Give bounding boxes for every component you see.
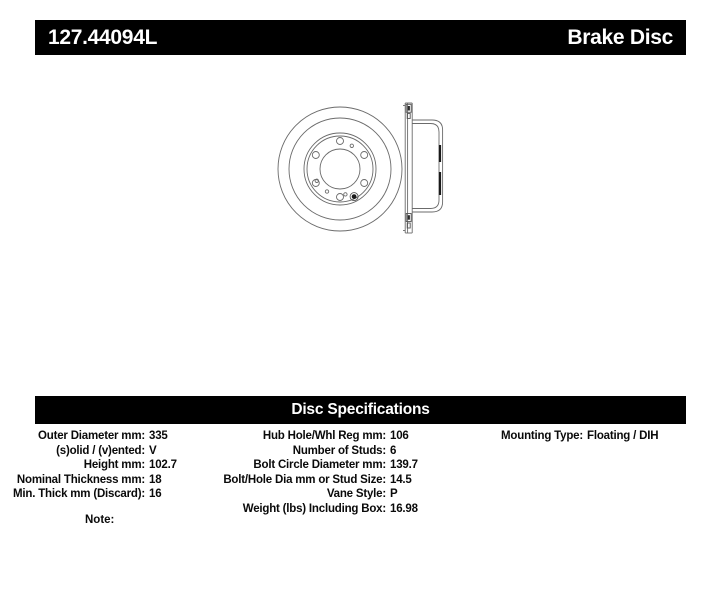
spec-column-middle [190, 429, 418, 516]
spec-row-bolt-circle-diameter [190, 458, 418, 473]
spec-label: Outer Diameter mm: [38, 430, 145, 442]
spec-label: Min. Thick mm (Discard): [13, 488, 145, 500]
spec-value: 16 [149, 488, 162, 500]
technical-drawing [270, 92, 455, 242]
spec-label: Bolt Circle Diameter mm: [253, 459, 386, 471]
spec-label: Height mm: [83, 459, 145, 471]
spec-label: Vane Style: [326, 488, 386, 500]
spec-row-height [0, 458, 177, 473]
spec-label: Hub Hole/Whl Reg mm: [262, 430, 386, 442]
spec-row-hub-hole [190, 429, 418, 444]
brake-disc-drawing [270, 92, 455, 242]
spec-row-number-of-studs [190, 444, 418, 459]
header-bar [35, 20, 686, 55]
spec-label: Number of Studs: [292, 444, 386, 457]
spec-column-left [0, 429, 177, 502]
note-label: Note: [85, 514, 115, 526]
spec-row-solid-vented [0, 444, 177, 459]
spec-row-mounting-type [440, 429, 658, 444]
spec-value: 14.5 [390, 473, 412, 486]
brake-disc-side-section-view [403, 103, 443, 233]
spec-row-min-thickness [0, 487, 177, 502]
spec-value: 102.7 [149, 459, 177, 471]
spec-value: Floating / DIH [587, 430, 659, 442]
spec-row-vane-style [190, 487, 418, 502]
spec-value: 139.7 [390, 459, 418, 471]
spec-label: Mounting Type: [501, 430, 583, 442]
spec-value: V [149, 444, 157, 457]
spec-row-weight [190, 502, 418, 517]
spec-label: Nominal Thickness mm: [16, 473, 145, 486]
spec-label: Bolt/Hole Dia mm or Stud Size: [223, 473, 386, 486]
product-type-title: Brake Disc [567, 25, 673, 49]
spec-row-bolt-hole-dia [190, 473, 418, 488]
spec-section-title: Disc Specifications [291, 401, 430, 418]
spec-value: 106 [390, 430, 409, 442]
spec-label: Weight (lbs) Including Box: [242, 502, 386, 515]
spec-label: (s)olid / (v)ented: [56, 444, 145, 457]
spec-value: P [390, 488, 398, 500]
brake-disc-front-view [278, 107, 402, 231]
spec-section-header [35, 396, 686, 424]
spec-value: 6 [390, 444, 397, 457]
part-number: 127.44094L [48, 25, 158, 49]
spec-row-outer-diameter [0, 429, 177, 444]
spec-value: 18 [149, 473, 162, 486]
spec-value: 16.98 [390, 502, 418, 515]
spec-column-right [440, 429, 658, 444]
spec-row-nominal-thickness [0, 473, 177, 488]
spec-value: 335 [149, 430, 168, 442]
